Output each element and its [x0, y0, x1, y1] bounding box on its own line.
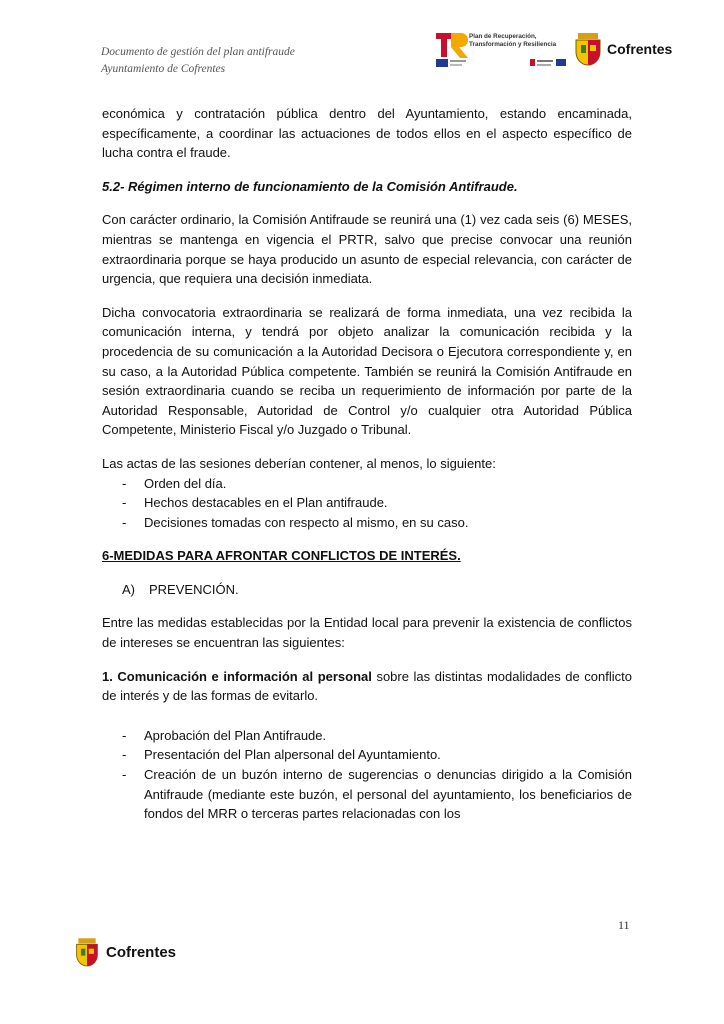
paragraph-communication [102, 667, 632, 706]
list-dash: - [122, 727, 127, 743]
minutes-list [102, 474, 632, 533]
brand-name-footer: Cofrentes [106, 944, 177, 961]
measure-text: sobre las distintas modalidades de conflicto de interés y de las formas de evitarlo. [102, 668, 632, 704]
section-heading: 6-MEDIDAS PARA AFRONTAR CONFLICTOS DE INTERÉS. [102, 548, 461, 564]
list-item [102, 474, 632, 494]
header-subtitle: Ayuntamiento de Cofrentes [101, 63, 226, 75]
prtr-line1: Plan de Recuperación, [469, 33, 537, 40]
list-item [102, 513, 632, 533]
sub-title: PREVENCIÓN. [149, 581, 239, 597]
list-item [102, 745, 632, 765]
paragraph-extraordinary-meetings: Dicha convocatoria extraordinaria se realizará de forma inmediata, una vez recibida la comunicación interna, y tendrá por objeto analizar la comunicación recibida y la procedencia de su comunicación a la Autoridad Decisora o Ejecutora correspondiente y, en su caso, a la Autoridad Pública competente. También se reunirá la Comisión Antifraude en sesión extraordinaria cuando se reciba un requerimiento de información por parte de la Autoridad Responsable, Autoridad de Control y/o cualquier otra Autoridad Pública Competente, Ministerio Fiscal y/o Juzgado o Tribunal. [102, 304, 632, 438]
list-dash: - [122, 495, 127, 511]
document-header [101, 44, 295, 78]
communication-list [102, 726, 632, 824]
list-item-text: Presentación del Plan alpersonal del Ayuntamiento. [144, 747, 441, 763]
paragraph-measures: Entre las medidas establecidas por la Entidad local para prevenir la existencia de conflictos de intereses se encuentran las siguientes: [102, 615, 632, 651]
list-item-text: Hechos destacables en el Plan antifraude. [144, 495, 388, 511]
brand-name-header: Cofrentes [607, 41, 673, 57]
list-dash: - [122, 747, 127, 763]
list-item [102, 493, 632, 513]
cofrentes-shield-icon [74, 937, 100, 969]
document-body [102, 104, 632, 838]
page-number: 11 [618, 918, 630, 932]
paragraph-ordinary-meetings: Con carácter ordinario, la Comisión Antifraude se reunirá una (1) vez cada seis (6) MESES, mientras se mantenga en vigencia el PRTR, salvo que precise convocar una reunión extraordinaria porque se haya producido un asunto de especial relevancia, con carácter de urgencia, que requiera una decisión inmediata. [102, 212, 632, 287]
list-item-text: Aprobación del Plan Antifraude. [144, 727, 327, 743]
measure-title: 1. Comunicación e información al personal [102, 668, 372, 684]
subheading-prevention [102, 580, 632, 600]
list-item [102, 726, 632, 746]
paragraph-intro: económica y contratación pública dentro del Ayuntamiento, estando encaminada, específicamente, a coordinar las actuaciones de todos ellos en el aspecto específico de lucha contra el fraude. [102, 106, 632, 161]
list-item-text: Decisiones tomadas con respecto al mismo, en su caso. [144, 514, 469, 530]
paragraph-minutes: Las actas de las sesiones deberían contener, al menos, lo siguiente: [102, 455, 496, 471]
list-item [102, 765, 632, 824]
cofrentes-shield-icon [573, 33, 603, 67]
prtr-text [469, 33, 556, 49]
sub-letter: A) [122, 581, 135, 597]
subsection-heading: 5.2- Régimen interno de funcionamiento de la Comisión Antifraude. [102, 178, 518, 194]
prtr-line2: Transformación y Resiliencia [469, 41, 557, 48]
list-dash: - [122, 475, 127, 491]
header-title: Documento de gestión del plan antifraude [101, 46, 295, 58]
list-item-text: Creación de un buzón interno de sugerencias o denuncias dirigido a la Comisión Antifraude (mediante este buzón, el personal del ayuntamiento, los beneficiarios de fondos del MRR o terceras partes relacionadas con los [144, 767, 632, 822]
list-dash: - [122, 767, 127, 783]
list-item-text: Orden del día. [144, 475, 227, 491]
list-dash: - [122, 514, 127, 530]
